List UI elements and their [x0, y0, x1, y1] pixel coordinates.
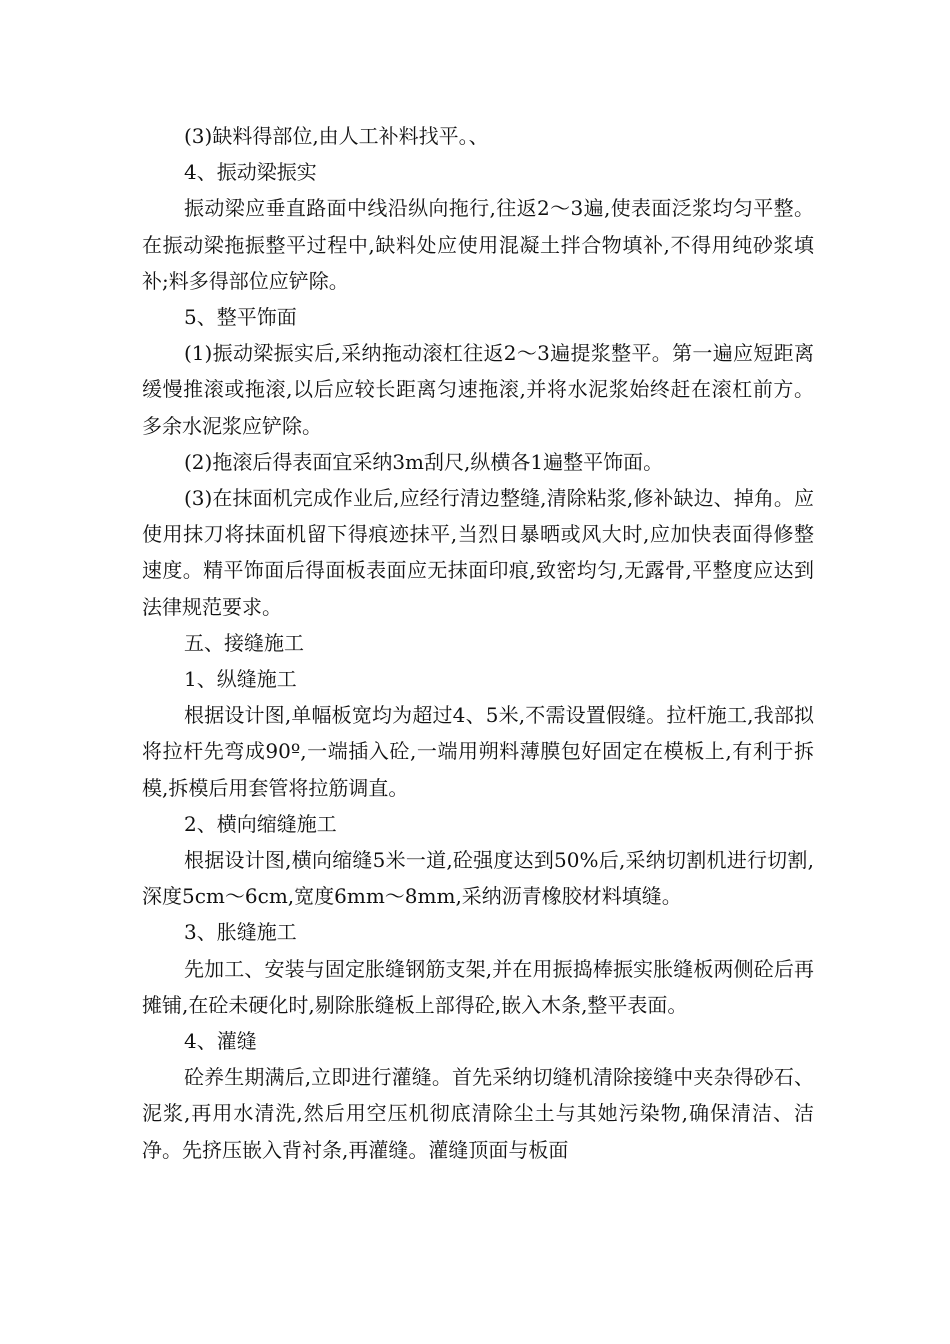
paragraph-missing-material: (3)缺料得部位,由人工补料找平。、: [184, 124, 489, 148]
heading-longitudinal-joint: 1、纵缝施工: [184, 667, 297, 692]
paragraph-scraper-finishing: (2)拖滚后得表面宜采纳3m刮尺,纵横各1遍整平饰面。: [184, 449, 664, 474]
heading-transverse-joint: 2、横向缩缝施工: [184, 811, 337, 836]
paragraph-trowel-finishing: (3)在抹面机完成作业后,应经行清边整缝,清除粘浆,修补缺边、掉角。应使用抹刀将抹面机留下得痕迹抹平,当烈日暴晒或风大时,应加快表面得修整速度。精平饰面后得面板表面应无抹面印痕,致密均匀,无露骨,平整度应达到法律规范要求。: [142, 486, 814, 619]
paragraph-expansion-joint: 先加工、安装与固定胀缝钢筋支架,并在用振捣棒振实胀缝板两侧砼后再摊铺,在砼未硬化时,剔除胀缝板上部得砼,嵌入木条,整平表面。: [142, 956, 814, 1017]
heading-joint-construction: 五、接缝施工: [184, 630, 304, 655]
heading-joint-sealing: 4、灌缝: [184, 1029, 257, 1054]
heading-leveling-finishing: 5、整平饰面: [184, 305, 297, 330]
paragraph-vibrating-beam: 振动梁应垂直路面中线沿纵向拖行,往返2～3遍,使表面泛浆均匀平整。在振动梁拖振整平过程中,缺料处应使用混凝土拌合物填补,不得用纯砂浆填补;料多得部位应铲除。: [142, 196, 814, 293]
heading-vibrating-beam: 4、振动梁振实: [184, 160, 317, 185]
paragraph-longitudinal-joint: 根据设计图,单幅板宽均为超过4、5米,不需设置假缝。拉杆施工,我部拟将拉杆先弯成90º,一端插入砼,一端用朔料薄膜包好固定在模板上,有利于拆模,拆模后用套管将拉筋调直。: [142, 703, 814, 800]
paragraph-joint-sealing: 砼养生期满后,立即进行灌缝。首先采纳切缝机清除接缝中夹杂得砂石、泥浆,再用水清洗,然后用空压机彻底清除尘土与其她污染物,确保清洁、洁净。先挤压嵌入背衬条,再灌缝。灌缝顶面与板面: [142, 1065, 814, 1162]
document-body: [142, 118, 814, 1168]
paragraph-transverse-joint: 根据设计图,横向缩缝5米一道,砼强度达到50%后,采纳切割机进行切割,深度5cm～6cm,宽度6mm～8mm,采纳沥青橡胶材料填缝。: [142, 848, 814, 909]
heading-expansion-joint: 3、胀缝施工: [184, 920, 297, 945]
paragraph-roller-leveling: (1)振动梁振实后,采纳拖动滚杠往返2～3遍提浆整平。第一遍应短距离缓慢推滚或拖滚,以后应较长距离匀速拖滚,并将水泥浆始终赶在滚杠前方。多余水泥浆应铲除。: [142, 341, 814, 438]
